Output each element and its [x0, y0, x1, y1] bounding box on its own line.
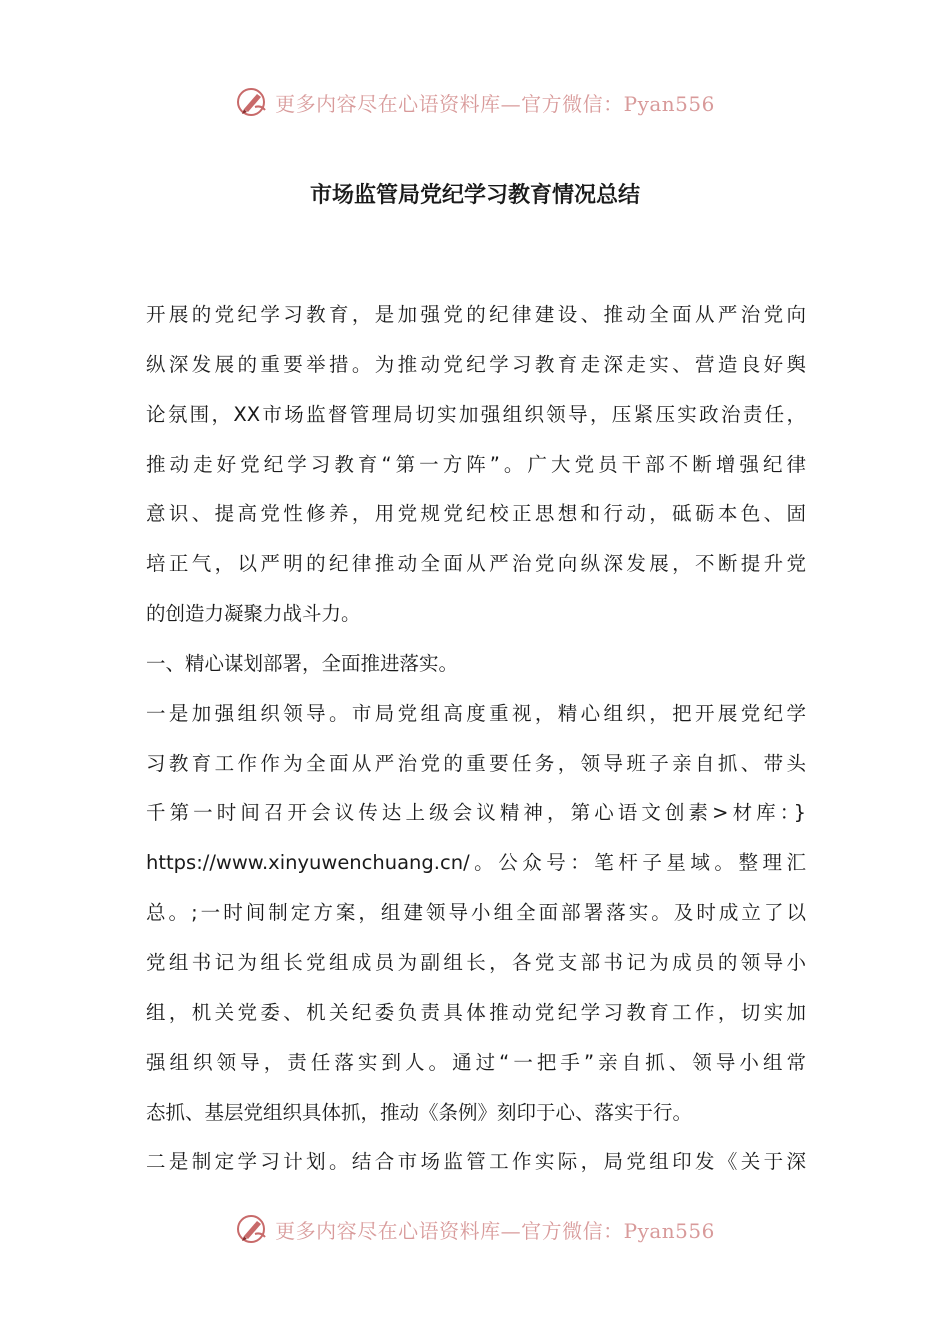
text-line: 态抓、基层党组织具体抓，推动《条例》刻印于心、落实于行。 [146, 1100, 693, 1124]
banner-text: 更多内容尽在心语资料库—官方微信：Pyan556 [275, 91, 715, 116]
text-line: 千第一时间召开会议传达上级会议精神，第心语文创素>材库：} [146, 801, 806, 825]
text-line: 开展的党纪学习教育，是加强党的纪律建设、推动全面从严治党向 [146, 303, 806, 326]
text-line: https://www.xinyuwenchuang.cn/。公众号：笔杆子星域。整理汇 [146, 851, 806, 875]
document-title: 市场监管局党纪学习教育情况总结 [309, 182, 640, 208]
text-line: 的创造力凝聚力战斗力。 [146, 602, 361, 626]
footer-banner [0, 1207, 950, 1251]
text-line: 纵深发展的重要举措。为推动党纪学习教育走深走实、营造良好舆 [146, 352, 806, 376]
text-line: 强组织领导，责任落实到人。通过“一把手”亲自抓、领导小组常 [146, 1050, 806, 1074]
text-line: 党组书记为组长党组成员为副组长，各党支部书记为成员的领导小 [146, 950, 806, 974]
text-line: 组，机关党委、机关纪委负责具体推动党纪学习教育工作，切实加 [146, 1000, 806, 1024]
text-line: 二是制定学习计划。结合市场监管工作实际，局党组印发《关于深 [146, 1150, 806, 1174]
text-line: 一是加强组织领导。市局党组高度重视，精心组织，把开展党纪学 [146, 701, 806, 725]
text-line: 习教育工作作为全面从严治党的重要任务，领导班子亲自抓、带头 [146, 751, 806, 775]
text-line: 意识、提高党性修养，用党规党纪校正思想和行动，砥砺本色、固 [146, 502, 806, 526]
pen-logo-icon [235, 1212, 269, 1246]
banner-text: 更多内容尽在心语资料库—官方微信：Pyan556 [275, 1218, 715, 1243]
pen-logo-icon [235, 85, 269, 119]
text-line: 一、精心谋划部署，全面推进落实。 [146, 651, 459, 675]
text-line: 总。;一时间制定方案，组建领导小组全面部署落实。及时成立了以 [146, 901, 806, 925]
text-line: 培正气，以严明的纪律推动全面从严治党向纵深发展，不断提升党 [146, 552, 806, 576]
document-body [146, 290, 806, 1187]
text-line: 论氛围，XX市场监督管理局切实加强组织领导，压紧压实政治责任， [146, 402, 806, 426]
text-line: 推动走好党纪学习教育“第一方阵”。广大党员干部不断增强纪律 [146, 452, 806, 476]
header-banner [0, 80, 950, 124]
